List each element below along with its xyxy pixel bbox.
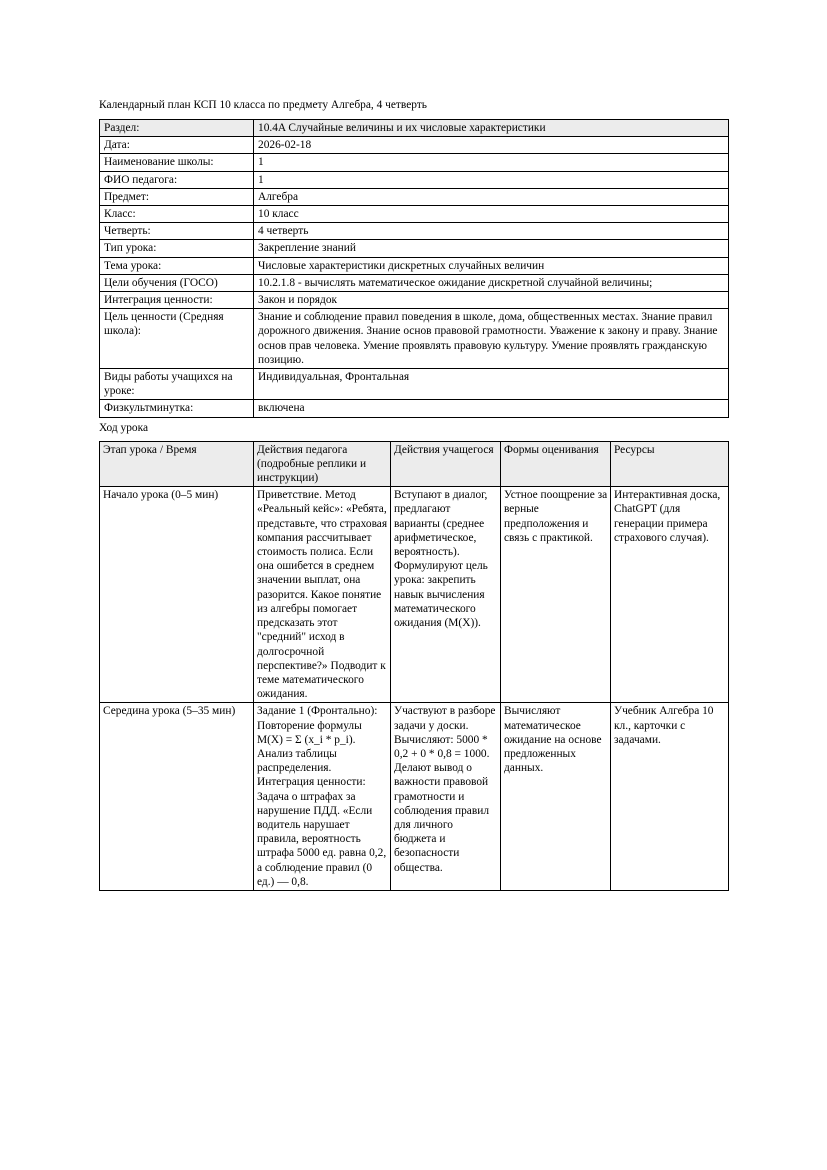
table-row: [100, 400, 729, 417]
lesson-flow-label: Ход урока: [99, 421, 149, 434]
table-header-row: [100, 441, 729, 487]
info-label-cell: Наименование школы:: [100, 154, 254, 171]
table-row: [100, 137, 729, 154]
table-row: [100, 369, 729, 400]
info-value-cell: включена: [254, 400, 729, 417]
info-label-cell: Цель ценности (Средняя школа):: [100, 309, 254, 369]
info-label-cell: Дата:: [100, 137, 254, 154]
lesson-info-table: [99, 119, 729, 418]
info-label-cell: Предмет:: [100, 188, 254, 205]
info-value-cell: Алгебра: [254, 188, 729, 205]
page-title: Календарный план КСП 10 класса по предмету Алгебра, 4 четверть: [99, 99, 427, 111]
info-label-cell: Раздел:: [100, 120, 254, 137]
info-label-cell: Виды работы учащихся на уроке:: [100, 369, 254, 400]
cell-student-actions: Участвуют в разборе задачи у доски. Вычисляют: 5000 * 0,2 + 0 * 0,8 = 1000. Делают вывод о важности правовой грамотности и соблюдения правил для личного бюджета и безопасности общества.: [391, 703, 501, 891]
lesson-info-table-body: [100, 120, 729, 418]
lesson-flow-table-body: [100, 441, 729, 890]
info-value-cell: 10.4A Случайные величины и их числовые характеристики: [254, 120, 729, 137]
info-value-cell: 2026-02-18: [254, 137, 729, 154]
cell-resources: Учебник Алгебра 10 кл., карточки с задачами.: [611, 703, 729, 891]
cell-student-actions: Вступают в диалог, предлагают варианты (среднее арифметическое, вероятность). Формулируют цель урока: закрепить навык вычисления математического ожидания (M(X)).: [391, 487, 501, 703]
info-label-cell: Класс:: [100, 206, 254, 223]
lesson-flow-table: [99, 441, 729, 891]
table-row: [100, 154, 729, 171]
table-row: [100, 257, 729, 274]
cell-assessment: Устное поощрение за верные предположения и связь с практикой.: [501, 487, 611, 703]
column-header-student-actions: Действия учащегося: [391, 441, 501, 487]
info-value-cell: 10.2.1.8 - вычислять математическое ожидание дискретной случайной величины;: [254, 274, 729, 291]
info-value-cell: Числовые характеристики дискретных случайных величин: [254, 257, 729, 274]
column-header-assessment: Формы оценивания: [501, 441, 611, 487]
info-value-cell: 10 класс: [254, 206, 729, 223]
info-label-cell: Четверть:: [100, 223, 254, 240]
cell-assessment: Вычисляют математическое ожидание на основе предложенных данных.: [501, 703, 611, 891]
info-label-cell: Тип урока:: [100, 240, 254, 257]
cell-stage: Середина урока (5–35 мин): [100, 703, 254, 891]
info-label-cell: Цели обучения (ГОСО): [100, 274, 254, 291]
info-value-cell: Закон и порядок: [254, 292, 729, 309]
cell-resources: Интерактивная доска, ChatGPT (для генерации примера страхового случая).: [611, 487, 729, 703]
info-value-cell: Знание и соблюдение правил поведения в школе, дома, общественных местах. Знание правил дорожного движения. Знание основ правовой грамотности. Уважение к закону и праву. Знание основ прав человека. Умение проявлять правовую культуру. Умение проявлять гражданскую позицию.: [254, 309, 729, 369]
table-row: [100, 223, 729, 240]
info-value-cell: 1: [254, 154, 729, 171]
info-label-cell: Тема урока:: [100, 257, 254, 274]
table-row: [100, 292, 729, 309]
table-row: [100, 309, 729, 369]
column-header-resources: Ресурсы: [611, 441, 729, 487]
info-label-cell: Физкультминутка:: [100, 400, 254, 417]
cell-teacher-actions: Приветствие. Метод «Реальный кейс»: «Ребята, представьте, что страховая компания рассчитывает стоимость полиса. Если она ошибется в среднем значении выплат, она разорится. Какое понятие из алгебры помогает предсказать этот "средний" исход в долгосрочной перспективе?» Подводит к теме математического ожидания.: [254, 487, 391, 703]
table-row: [100, 240, 729, 257]
table-row: [100, 274, 729, 291]
info-value-cell: 4 четверть: [254, 223, 729, 240]
table-row: [100, 206, 729, 223]
info-value-cell: Индивидуальная, Фронтальная: [254, 369, 729, 400]
info-label-cell: ФИО педагога:: [100, 171, 254, 188]
table-row: [100, 703, 729, 891]
table-row: [100, 487, 729, 703]
document-content: [99, 98, 728, 891]
cell-teacher-actions: Задание 1 (Фронтально): Повторение формулы M(X) = Σ (x_i * p_i). Анализ таблицы распределения. Интеграция ценности: Задача о штрафах за нарушение ПДД. «Если водитель нарушает правила, вероятность штрафа 5000 ед. равна 0,2, а соблюдение правил (0 ед.) — 0,8.: [254, 703, 391, 891]
cell-stage: Начало урока (0–5 мин): [100, 487, 254, 703]
table-row: [100, 188, 729, 205]
info-label-cell: Интеграция ценности:: [100, 292, 254, 309]
table-row: [100, 120, 729, 137]
info-value-cell: 1: [254, 171, 729, 188]
column-header-stage: Этап урока / Время: [100, 441, 254, 487]
table-row: [100, 171, 729, 188]
column-header-teacher-actions: Действия педагога (подробные реплики и инструкции): [254, 441, 391, 487]
info-value-cell: Закрепление знаний: [254, 240, 729, 257]
